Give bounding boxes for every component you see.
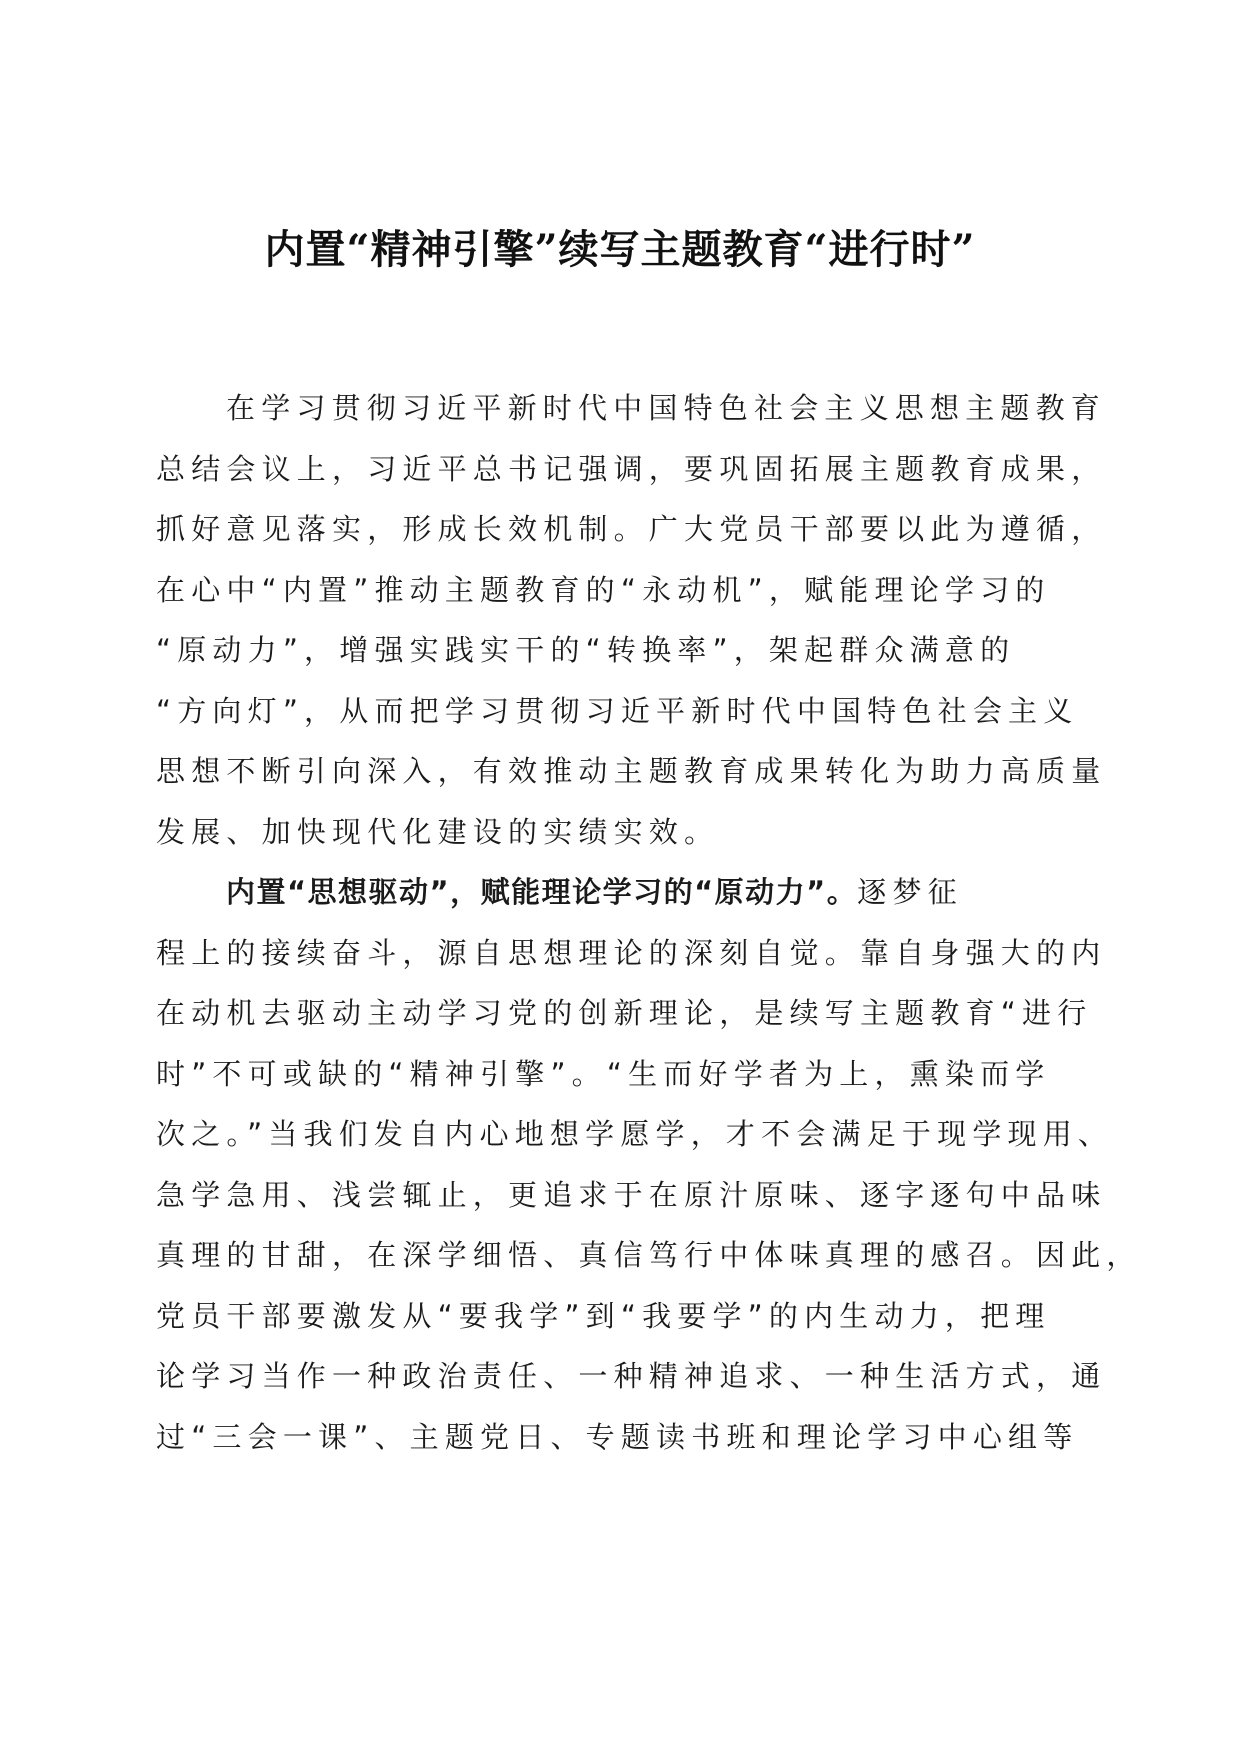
paragraph-2 [156, 862, 1142, 1467]
text-line: 时”不可或缺的“精神引擎”。“生而好学者为上，熏染而学 [156, 1056, 1051, 1091]
text-line: 程上的接续奋斗，源自思想理论的深刻自觉。靠自身强大的内 [156, 935, 1107, 970]
text-line: 抓好意见落实，形成长效机制。广大党员干部要以此为遵循， [156, 512, 1107, 546]
text-line: 思想不断引向深入，有效推动主题教育成果转化为助力高质量 [156, 754, 1107, 788]
text-line: 真理的甘甜，在深学细悟、真信笃行中体味真理的感召。因此， [156, 1238, 1142, 1272]
text-line: “原动力”，增强实践实干的“转换率”，架起群众满意的 [156, 633, 1016, 667]
text-line: 在动机去驱动主动学习党的创新理论，是续写主题教育“进行 [156, 996, 1093, 1030]
text-line: 在心中“内置”推动主题教育的“永动机”，赋能理论学习的 [156, 572, 1051, 607]
text-line [156, 862, 1086, 923]
text-line: 次之。”当我们发自内心地想学愿学，才不会满足于现学现用、 [156, 1117, 1114, 1151]
section-heading: 内置“思想驱动”，赋能理论学习的“原动力”。 [226, 875, 858, 909]
text-line: 党员干部要激发从“要我学”到“我要学”的内生动力，把理 [156, 1298, 1051, 1333]
text-line: 论学习当作一种政治责任、一种精神追求、一种生活方式，通 [156, 1359, 1107, 1393]
paragraph-1 [156, 378, 1107, 862]
text-line: “方向灯”，从而把学习贯彻习近平新时代中国特色社会主义 [156, 693, 1079, 728]
text-line: 发展、加快现代化建设的实绩实效。 [156, 814, 720, 849]
text-line: 过“三会一课”、主题党日、专题读书班和理论学习中心组等 [156, 1419, 1079, 1454]
text-line: 急学急用、浅尝辄止，更追求于在原汁原味、逐字逐句中品味 [156, 1177, 1107, 1212]
heading-tail-text: 逐梦征 [857, 875, 963, 909]
document-title: 内置“精神引擎”续写主题教育“进行时” [264, 226, 976, 273]
text-line: 总结会议上，习近平总书记强调，要巩固拓展主题教育成果， [156, 451, 1107, 486]
document-body [156, 378, 1142, 1467]
text-line: 在学习贯彻习近平新时代中国特色社会主义思想主题教育 [226, 391, 1107, 425]
